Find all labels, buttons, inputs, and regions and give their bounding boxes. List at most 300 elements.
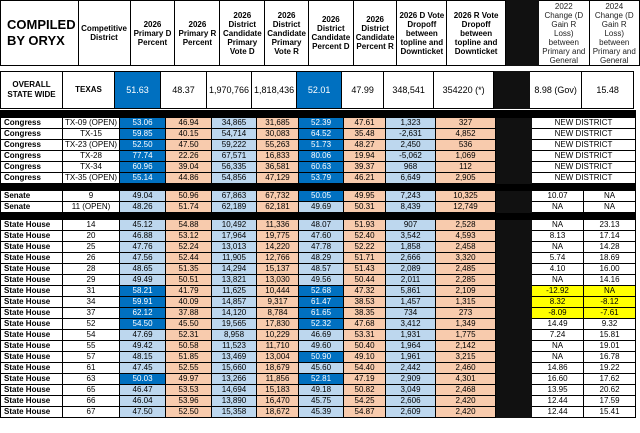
row-district: 34	[63, 297, 120, 308]
row-label: Congress	[1, 173, 63, 184]
row-district: 20	[63, 231, 120, 242]
dropoff-d: 1,931	[386, 330, 436, 341]
dropoff-r: 2,458	[436, 242, 496, 253]
vote-r: 16,833	[257, 151, 299, 162]
change-2022: NA	[532, 220, 584, 231]
col-header-primary-d: 2026 Primary D Percent	[130, 1, 175, 66]
primary-r-percent: 52.24	[166, 242, 212, 253]
col-header-change-2022: 2022 Change (D Gain R Loss) between Primary and General	[539, 1, 589, 66]
primary-r-percent: 40.09	[166, 297, 212, 308]
primary-r-percent: 47.50	[166, 140, 212, 151]
candidate-r-percent: 54.40	[344, 363, 386, 374]
vote-r: 19,775	[257, 231, 299, 242]
table-row	[1, 374, 636, 385]
row-label: State House	[1, 396, 63, 407]
dropoff-r: 2,460	[436, 363, 496, 374]
dark-gap	[496, 363, 532, 374]
candidate-d-percent: 48.57	[299, 264, 344, 275]
dropoff-r: 1,315	[436, 297, 496, 308]
vote-d: 14,857	[212, 297, 257, 308]
primary-d-percent: 49.42	[120, 341, 166, 352]
change-2022: 16.60	[532, 374, 584, 385]
candidate-d-percent: 49.18	[299, 385, 344, 396]
candidate-r-percent: 50.31	[344, 202, 386, 213]
dropoff-r: 1,349	[436, 319, 496, 330]
state-dr: 354220 (*)	[434, 72, 494, 109]
change-2022: 12.44	[532, 396, 584, 407]
vote-d: 19,565	[212, 319, 257, 330]
candidate-r-percent: 50.40	[344, 341, 386, 352]
state-cd: 52.01	[297, 72, 342, 109]
primary-r-percent: 46.94	[166, 118, 212, 129]
table-row	[1, 220, 636, 231]
section-separator	[1, 111, 636, 118]
vote-r: 8,784	[257, 308, 299, 319]
state-vr: 1,818,436	[252, 72, 297, 109]
candidate-d-percent: 51.73	[299, 140, 344, 151]
primary-r-percent: 37.88	[166, 308, 212, 319]
note-cell: NEW DISTRICT	[532, 151, 636, 162]
vote-d: 13,890	[212, 396, 257, 407]
change-2024: 14.16	[584, 275, 636, 286]
change-2022: 10.07	[532, 191, 584, 202]
change-2024: NA	[584, 191, 636, 202]
vote-r: 13,004	[257, 352, 299, 363]
primary-r-percent: 52.44	[166, 253, 212, 264]
dropoff-r: 2,109	[436, 286, 496, 297]
dropoff-r: 273	[436, 308, 496, 319]
state-table	[0, 71, 634, 109]
candidate-r-percent: 19.94	[344, 151, 386, 162]
row-district: 9	[63, 191, 120, 202]
dropoff-d: 8,439	[386, 202, 436, 213]
dark-gap	[496, 253, 532, 264]
dropoff-r: 1,069	[436, 151, 496, 162]
dark-gap	[496, 396, 532, 407]
primary-r-percent: 51.74	[166, 202, 212, 213]
change-2024: 19.22	[584, 363, 636, 374]
change-2022: 8.32	[532, 297, 584, 308]
row-district: 66	[63, 396, 120, 407]
dropoff-d: 2,666	[386, 253, 436, 264]
primary-r-percent: 52.55	[166, 363, 212, 374]
table-row	[1, 118, 636, 129]
primary-r-percent: 51.35	[166, 264, 212, 275]
dark-gap	[496, 173, 532, 184]
primary-r-percent: 49.97	[166, 374, 212, 385]
state-c22: 8.98 (Gov)	[530, 72, 582, 109]
row-label: Senate	[1, 191, 63, 202]
vote-d: 15,358	[212, 407, 257, 418]
dropoff-d: 2,011	[386, 275, 436, 286]
dropoff-d: 1,457	[386, 297, 436, 308]
primary-d-percent: 62.12	[120, 308, 166, 319]
row-district: 26	[63, 253, 120, 264]
dropoff-r: 1,775	[436, 330, 496, 341]
table-row	[1, 253, 636, 264]
vote-r: 62,181	[257, 202, 299, 213]
dropoff-r: 327	[436, 118, 496, 129]
dark-gap	[506, 1, 539, 66]
table-row	[1, 363, 636, 374]
dark-gap	[496, 385, 532, 396]
primary-r-percent: 41.79	[166, 286, 212, 297]
primary-r-percent: 54.88	[166, 220, 212, 231]
table-row	[1, 407, 636, 418]
state-district: TEXAS	[63, 72, 115, 109]
dark-gap	[496, 220, 532, 231]
candidate-d-percent: 52.32	[299, 319, 344, 330]
change-2022: 4.10	[532, 264, 584, 275]
col-header-cand-d: 2026 District Candidate Percent D	[308, 1, 353, 66]
candidate-r-percent: 35.48	[344, 129, 386, 140]
dropoff-r: 2,485	[436, 264, 496, 275]
primary-r-percent: 40.15	[166, 129, 212, 140]
table-row	[1, 231, 636, 242]
primary-r-percent: 52.31	[166, 330, 212, 341]
vote-d: 62,189	[212, 202, 257, 213]
col-header-primary-r: 2026 Primary R Percent	[175, 1, 220, 66]
candidate-r-percent: 53.31	[344, 330, 386, 341]
primary-r-percent: 51.85	[166, 352, 212, 363]
row-district: TX-15	[63, 129, 120, 140]
change-2024: 16.00	[584, 264, 636, 275]
change-2022: 14.86	[532, 363, 584, 374]
row-district: 25	[63, 242, 120, 253]
primary-d-percent: 46.47	[120, 385, 166, 396]
dropoff-d: 968	[386, 162, 436, 173]
note-cell: NEW DISTRICT	[532, 129, 636, 140]
row-label: State House	[1, 341, 63, 352]
candidate-d-percent: 50.05	[299, 191, 344, 202]
table-row	[1, 129, 636, 140]
row-label: Congress	[1, 140, 63, 151]
change-2024: 17.14	[584, 231, 636, 242]
vote-r: 13,030	[257, 275, 299, 286]
dark-gap	[496, 352, 532, 363]
primary-d-percent: 47.56	[120, 253, 166, 264]
change-2022: 13.95	[532, 385, 584, 396]
vote-d: 11,523	[212, 341, 257, 352]
vote-d: 56,335	[212, 162, 257, 173]
row-district: TX-34	[63, 162, 120, 173]
dark-gap	[496, 374, 532, 385]
vote-d: 8,958	[212, 330, 257, 341]
dropoff-r: 112	[436, 162, 496, 173]
row-label: State House	[1, 275, 63, 286]
candidate-r-percent: 51.93	[344, 220, 386, 231]
row-label: Congress	[1, 118, 63, 129]
vote-d: 10,492	[212, 220, 257, 231]
candidate-d-percent: 48.07	[299, 220, 344, 231]
primary-d-percent: 46.04	[120, 396, 166, 407]
col-header-cand-r: 2026 District Candidate Percent R	[353, 1, 397, 66]
separator-cell	[1, 184, 636, 191]
primary-r-percent: 50.51	[166, 275, 212, 286]
candidate-r-percent: 39.37	[344, 162, 386, 173]
row-district: 63	[63, 374, 120, 385]
primary-r-percent: 44.86	[166, 173, 212, 184]
candidate-r-percent: 47.68	[344, 319, 386, 330]
dark-gap	[496, 275, 532, 286]
dropoff-r: 3,320	[436, 253, 496, 264]
vote-d: 15,660	[212, 363, 257, 374]
dropoff-d: -5,062	[386, 151, 436, 162]
candidate-r-percent: 47.32	[344, 286, 386, 297]
vote-d: 59,222	[212, 140, 257, 151]
change-2022: 12.44	[532, 407, 584, 418]
vote-d: 13,013	[212, 242, 257, 253]
vote-d: 13,821	[212, 275, 257, 286]
dropoff-d: 1,323	[386, 118, 436, 129]
candidate-d-percent: 45.75	[299, 396, 344, 407]
candidate-d-percent: 45.60	[299, 363, 344, 374]
col-header-dropoff-d: 2026 D Vote Dropoff between topline and Downticket	[397, 1, 447, 66]
candidate-r-percent: 48.27	[344, 140, 386, 151]
primary-r-percent: 45.50	[166, 319, 212, 330]
table-row	[1, 173, 636, 184]
vote-d: 54,856	[212, 173, 257, 184]
dark-gap	[496, 341, 532, 352]
state-vd: 1,970,766	[207, 72, 252, 109]
primary-r-percent: 53.53	[166, 385, 212, 396]
dark-gap	[496, 191, 532, 202]
row-label: State House	[1, 242, 63, 253]
primary-d-percent: 52.50	[120, 140, 166, 151]
row-label: State House	[1, 297, 63, 308]
row-label: Congress	[1, 129, 63, 140]
row-label: State House	[1, 319, 63, 330]
dropoff-d: 6,649	[386, 173, 436, 184]
col-header-change-2024: 2024 Change (D Gain R Loss) between Primary and General	[589, 1, 640, 66]
candidate-d-percent: 46.69	[299, 330, 344, 341]
vote-r: 15,183	[257, 385, 299, 396]
dropoff-r: 12,749	[436, 202, 496, 213]
candidate-r-percent: 38.35	[344, 308, 386, 319]
table-row	[1, 140, 636, 151]
change-2024: 14.28	[584, 242, 636, 253]
row-label: State House	[1, 385, 63, 396]
change-2024: 17.62	[584, 374, 636, 385]
primary-d-percent: 59.91	[120, 297, 166, 308]
row-district: 37	[63, 308, 120, 319]
dark-gap	[496, 308, 532, 319]
change-2024: 16.78	[584, 352, 636, 363]
dropoff-r: 2,285	[436, 275, 496, 286]
dropoff-r: 4,593	[436, 231, 496, 242]
candidate-r-percent: 51.71	[344, 253, 386, 264]
change-2022: NA	[532, 242, 584, 253]
candidate-r-percent: 51.43	[344, 264, 386, 275]
dropoff-d: 2,909	[386, 374, 436, 385]
primary-r-percent: 39.04	[166, 162, 212, 173]
change-2022: -12.92	[532, 286, 584, 297]
row-label: State House	[1, 308, 63, 319]
vote-r: 30,083	[257, 129, 299, 140]
dropoff-r: 4,852	[436, 129, 496, 140]
table-row	[1, 319, 636, 330]
row-label: State House	[1, 253, 63, 264]
primary-d-percent: 48.65	[120, 264, 166, 275]
candidate-d-percent: 61.65	[299, 308, 344, 319]
candidate-d-percent: 47.60	[299, 231, 344, 242]
dark-gap	[496, 231, 532, 242]
vote-r: 11,856	[257, 374, 299, 385]
candidate-d-percent: 60.63	[299, 162, 344, 173]
vote-r: 9,317	[257, 297, 299, 308]
note-cell: NEW DISTRICT	[532, 140, 636, 151]
col-header-district: Competitive District	[78, 1, 130, 66]
dropoff-d: -2,631	[386, 129, 436, 140]
vote-r: 18,679	[257, 363, 299, 374]
row-label: Congress	[1, 162, 63, 173]
primary-r-percent: 53.96	[166, 396, 212, 407]
primary-d-percent: 45.12	[120, 220, 166, 231]
dropoff-r: 2,528	[436, 220, 496, 231]
candidate-d-percent: 52.81	[299, 374, 344, 385]
dropoff-r: 536	[436, 140, 496, 151]
change-2022: 7.24	[532, 330, 584, 341]
candidate-r-percent: 38.53	[344, 297, 386, 308]
dark-gap	[496, 162, 532, 173]
row-district: 67	[63, 407, 120, 418]
note-cell: NEW DISTRICT	[532, 173, 636, 184]
primary-d-percent: 77.74	[120, 151, 166, 162]
change-2024: 15.41	[584, 407, 636, 418]
dark-gap	[496, 264, 532, 275]
change-2022: NA	[532, 352, 584, 363]
primary-d-percent: 50.03	[120, 374, 166, 385]
header-table	[0, 0, 640, 66]
primary-d-percent: 55.14	[120, 173, 166, 184]
note-cell: NEW DISTRICT	[532, 162, 636, 173]
separator-cell	[1, 111, 636, 118]
candidate-r-percent: 52.40	[344, 231, 386, 242]
row-district: 11 (OPEN)	[63, 202, 120, 213]
row-district: 14	[63, 220, 120, 231]
vote-d: 17,964	[212, 231, 257, 242]
vote-r: 17,830	[257, 319, 299, 330]
vote-r: 47,129	[257, 173, 299, 184]
vote-d: 67,571	[212, 151, 257, 162]
dropoff-r: 2,905	[436, 173, 496, 184]
primary-r-percent: 22.26	[166, 151, 212, 162]
candidate-r-percent: 47.19	[344, 374, 386, 385]
candidate-r-percent: 52.22	[344, 242, 386, 253]
primary-d-percent: 59.85	[120, 129, 166, 140]
col-header-vote-d: 2026 District Candidate Primary Vote D	[220, 1, 265, 66]
change-2022: NA	[532, 275, 584, 286]
vote-r: 10,444	[257, 286, 299, 297]
table-row	[1, 275, 636, 286]
dark-gap	[496, 297, 532, 308]
primary-d-percent: 47.69	[120, 330, 166, 341]
candidate-r-percent: 49.95	[344, 191, 386, 202]
row-district: 29	[63, 275, 120, 286]
row-district: TX-28	[63, 151, 120, 162]
row-district: 54	[63, 330, 120, 341]
candidate-r-percent: 49.10	[344, 352, 386, 363]
table-row	[1, 341, 636, 352]
state-row	[1, 72, 634, 109]
table-row	[1, 286, 636, 297]
row-label: Senate	[1, 202, 63, 213]
dropoff-d: 2,442	[386, 363, 436, 374]
row-district: 55	[63, 341, 120, 352]
primary-d-percent: 47.45	[120, 363, 166, 374]
state-cr: 47.99	[342, 72, 384, 109]
dropoff-d: 7,243	[386, 191, 436, 202]
change-2024: NA	[584, 286, 636, 297]
table-row	[1, 330, 636, 341]
vote-r: 10,229	[257, 330, 299, 341]
vote-r: 18,672	[257, 407, 299, 418]
row-district: TX-35 (OPEN)	[63, 173, 120, 184]
section-separator	[1, 213, 636, 220]
change-2024: 18.69	[584, 253, 636, 264]
table-row	[1, 162, 636, 173]
change-2024: 20.62	[584, 385, 636, 396]
row-label: State House	[1, 264, 63, 275]
row-label: State House	[1, 286, 63, 297]
col-header-vote-r: 2026 District Candidate Primary Vote R	[265, 1, 309, 66]
state-dd: 348,541	[384, 72, 434, 109]
dark-gap	[496, 319, 532, 330]
primary-d-percent: 47.76	[120, 242, 166, 253]
row-district: 28	[63, 264, 120, 275]
primary-d-percent: 48.26	[120, 202, 166, 213]
candidate-d-percent: 50.90	[299, 352, 344, 363]
dropoff-r: 2,142	[436, 341, 496, 352]
dropoff-d: 2,089	[386, 264, 436, 275]
dropoff-d: 1,961	[386, 352, 436, 363]
vote-d: 14,120	[212, 308, 257, 319]
logo-text: COMPILED BY ORYX	[1, 1, 79, 66]
candidate-r-percent: 50.44	[344, 275, 386, 286]
row-district: 61	[63, 363, 120, 374]
row-district: TX-09 (OPEN)	[63, 118, 120, 129]
row-district: 57	[63, 352, 120, 363]
dropoff-r: 2,468	[436, 385, 496, 396]
dropoff-r: 3,215	[436, 352, 496, 363]
dropoff-d: 5,861	[386, 286, 436, 297]
row-label: State House	[1, 374, 63, 385]
change-2024: 15.81	[584, 330, 636, 341]
row-district: 31	[63, 286, 120, 297]
dropoff-r: 4,301	[436, 374, 496, 385]
section-separator	[1, 184, 636, 191]
table-row	[1, 151, 636, 162]
change-2024: 17.59	[584, 396, 636, 407]
results-table	[0, 110, 636, 418]
change-2022: 8.13	[532, 231, 584, 242]
candidate-r-percent: 47.61	[344, 118, 386, 129]
change-2024: NA	[584, 202, 636, 213]
vote-d: 13,266	[212, 374, 257, 385]
primary-r-percent: 50.96	[166, 191, 212, 202]
candidate-d-percent: 80.06	[299, 151, 344, 162]
dark-gap	[496, 330, 532, 341]
table-row	[1, 242, 636, 253]
table-row	[1, 264, 636, 275]
candidate-d-percent: 52.39	[299, 118, 344, 129]
note-cell: NEW DISTRICT	[532, 118, 636, 129]
row-label: State House	[1, 407, 63, 418]
primary-d-percent: 54.50	[120, 319, 166, 330]
vote-d: 14,294	[212, 264, 257, 275]
dropoff-d: 2,606	[386, 396, 436, 407]
col-header-dropoff-r: 2026 R Vote Dropoff between topline and Downticket	[447, 1, 506, 66]
